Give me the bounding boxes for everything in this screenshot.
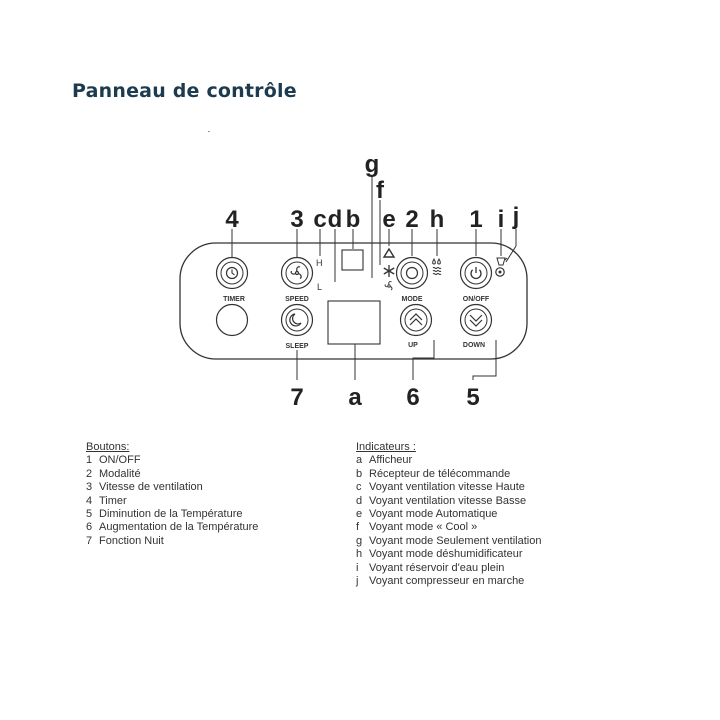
list-item: d Voyant ventilation vitesse Basse bbox=[356, 494, 527, 507]
sleep-label: SLEEP bbox=[285, 343, 309, 350]
list-item: 7 Fonction Nuit bbox=[86, 534, 164, 547]
mode-button[interactable] bbox=[397, 258, 428, 289]
dehumidifier-icon bbox=[433, 259, 441, 275]
list-item: 1 ON/OFF bbox=[86, 454, 141, 467]
snowflake-icon bbox=[384, 265, 394, 277]
callout-c: c bbox=[313, 206, 327, 233]
list-item: 4 Timer bbox=[86, 494, 127, 507]
water-tank-full-icon bbox=[497, 258, 507, 265]
callout-i: i bbox=[497, 206, 505, 233]
compressor-icon bbox=[496, 268, 504, 276]
callout-b: b bbox=[345, 206, 361, 233]
list-item: 2 Modalité bbox=[86, 467, 141, 480]
list-item: 6 Augmentation de la Température bbox=[86, 521, 259, 534]
fan-only-icon bbox=[385, 282, 392, 290]
down-label: DOWN bbox=[462, 342, 486, 349]
callout-3: 3 bbox=[290, 206, 304, 233]
callout-2: 2 bbox=[405, 206, 419, 233]
buttons-legend-heading: Boutons: bbox=[86, 441, 130, 453]
callout-5: 5 bbox=[466, 384, 480, 411]
timer-button[interactable] bbox=[217, 258, 248, 289]
mode-label: MODE bbox=[401, 296, 423, 303]
up-label: UP bbox=[408, 342, 418, 349]
list-item: g Voyant mode Seulement ventilation bbox=[356, 534, 542, 547]
timer-label: TIMER bbox=[223, 296, 245, 303]
speed-label: SPEED bbox=[285, 296, 309, 303]
remote-receiver bbox=[342, 250, 363, 270]
speed-low-indicator: L bbox=[317, 282, 323, 292]
up-button[interactable] bbox=[401, 305, 432, 336]
down-button[interactable] bbox=[461, 305, 492, 336]
callout-e: e bbox=[382, 206, 396, 233]
blank-button[interactable] bbox=[217, 305, 248, 336]
callout-1: 1 bbox=[469, 206, 483, 233]
list-item: b Récepteur de télécommande bbox=[356, 467, 511, 480]
auto-mode-icon bbox=[384, 249, 394, 257]
speed-button[interactable] bbox=[282, 258, 313, 289]
sleep-button[interactable] bbox=[282, 305, 313, 336]
indicators-legend bbox=[356, 441, 541, 588]
callout-a: a bbox=[348, 384, 362, 411]
list-item: i Voyant réservoir d'eau plein bbox=[356, 561, 505, 574]
speed-high-indicator: H bbox=[316, 258, 323, 268]
buttons-legend bbox=[86, 441, 258, 548]
callout-d: d bbox=[327, 206, 343, 233]
callout-6: 6 bbox=[406, 384, 420, 411]
callout-f: f bbox=[376, 177, 384, 204]
list-item: c Voyant ventilation vitesse Haute bbox=[356, 481, 525, 494]
list-item: a Afficheur bbox=[356, 454, 413, 467]
callout-g: g bbox=[364, 151, 380, 178]
onoff-label: ON/OFF bbox=[462, 296, 490, 303]
list-item: e Voyant mode Automatique bbox=[356, 508, 498, 521]
display-screen bbox=[328, 301, 380, 344]
onoff-button[interactable] bbox=[461, 258, 492, 289]
callout-j: j bbox=[512, 203, 520, 230]
indicators-legend-heading: Indicateurs : bbox=[356, 441, 416, 453]
callout-4: 4 bbox=[225, 206, 239, 233]
callout-7: 7 bbox=[290, 384, 304, 411]
list-item: h Voyant mode déshumidificateur bbox=[356, 548, 523, 561]
page-title: Panneau de contrôle bbox=[72, 80, 297, 102]
list-item: 3 Vitesse de ventilation bbox=[86, 481, 203, 494]
callout-h: h bbox=[429, 206, 445, 233]
list-item: j Voyant compresseur en marche bbox=[356, 575, 525, 588]
list-item: 5 Diminution de la Température bbox=[86, 508, 243, 521]
list-item: f Voyant mode « Cool » bbox=[356, 521, 478, 534]
